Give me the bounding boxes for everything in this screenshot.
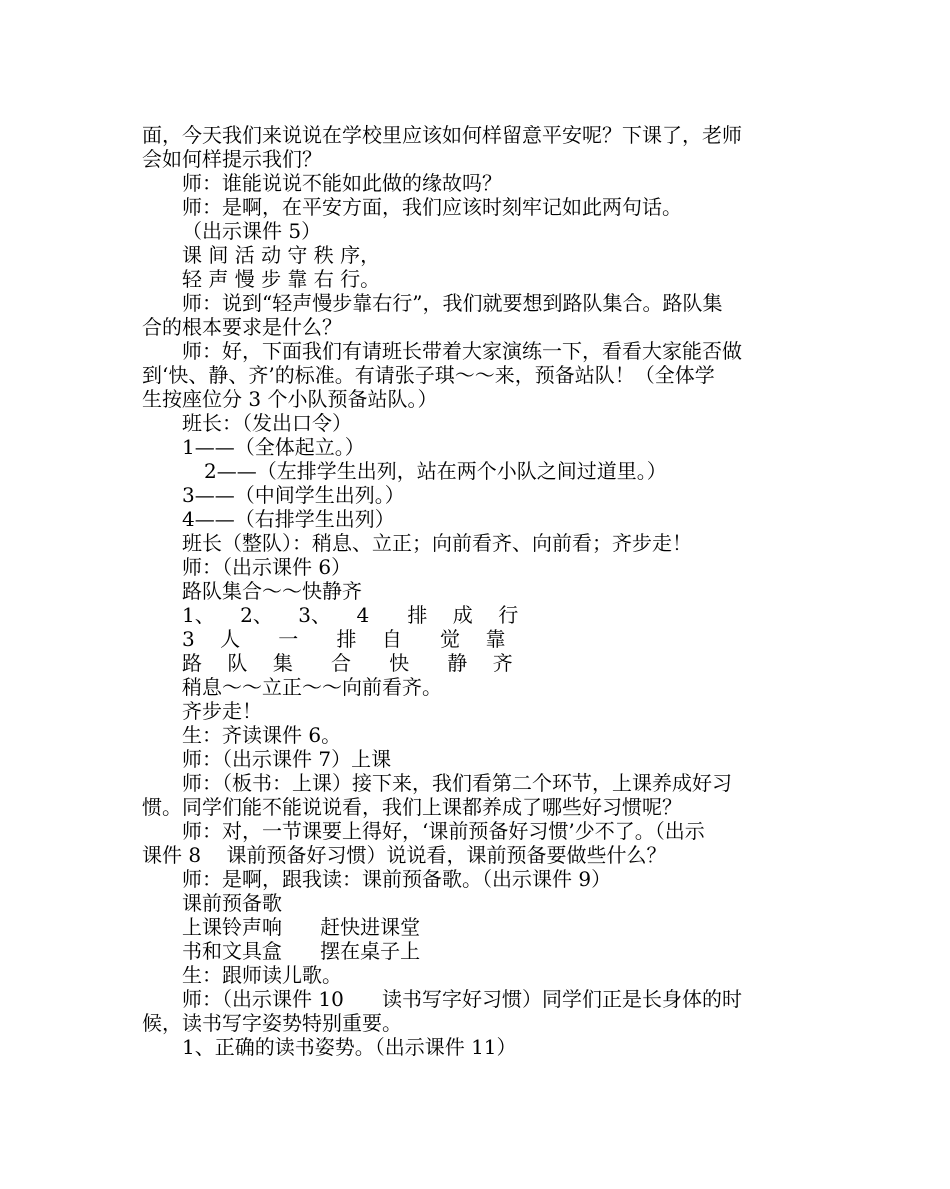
text-line: 1——（全体起立。） <box>182 435 365 459</box>
text-line: 4——（右排学生出列） <box>182 507 395 531</box>
text-line: 师：说到“轻声慢步靠右行”，我们就要想到路队集合。路队集 <box>182 291 723 315</box>
text-line: 1、正确的读书姿势。（出示课件 11） <box>182 1035 517 1059</box>
text-line: 师：（出示课件 6） <box>182 555 352 579</box>
text-line: 课 间 活 动 守 秩 序， <box>182 243 381 267</box>
text-line: 路 队 集 合 快 静 齐 <box>182 651 513 675</box>
text-line: 稍息～～立正～～向前看齐。 <box>182 675 442 699</box>
text-line: 惯。同学们能不能说说看，我们上课都养成了哪些好习惯呢？ <box>142 795 682 819</box>
text-line: 课件 8 课前预备好习惯）说说看，课前预备要做些什么？ <box>142 843 667 867</box>
text-line: 师：是啊，跟我读：课前预备歌。（出示课件 9） <box>182 867 612 891</box>
text-line: 候，读书写字姿势特别重要。 <box>142 1011 402 1035</box>
text-line: 师：是啊，在平安方面，我们应该时刻牢记如此两句话。 <box>182 195 682 219</box>
text-line: 到‘快、静、齐’的标准。有请张子琪～～来，预备站队！（全体学 <box>142 363 715 387</box>
text-line: （出示课件 5） <box>182 219 322 243</box>
text-line: 面，今天我们来说说在学校里应该如何样留意平安呢？下课了，老师 <box>142 123 742 147</box>
text-line: 路队集合～～快静齐 <box>182 579 362 603</box>
text-line: 1、 2、 3、 4 排 成 行 <box>182 603 519 627</box>
text-line: 会如何样提示我们？ <box>142 147 322 171</box>
text-line: 3——（中间学生出列。） <box>182 483 405 507</box>
text-line: 生按座位分 3 个小队预备站队。） <box>142 387 438 411</box>
text-line: 师：好，下面我们有请班长带着大家演练一下，看看大家能否做 <box>182 339 742 363</box>
text-line: 合的根本要求是什么？ <box>142 315 342 339</box>
text-line: 班长（整队）：稍息、立正；向前看齐、向前看；齐步走！ <box>182 531 692 555</box>
text-line: 师：（出示课件 10 读书写字好习惯）同学们正是长身体的时 <box>182 987 742 1011</box>
text-line: 师：（出示课件 7）上课 <box>182 747 392 771</box>
text-line: 班长：（发出口令） <box>182 411 352 435</box>
text-line: 生：跟师读儿歌。 <box>182 963 342 987</box>
text-line: 齐步走！ <box>182 699 262 723</box>
text-line: 轻 声 慢 步 靠 右 行。 <box>182 267 381 291</box>
text-line: 3 人 一 排 自 觉 靠 <box>182 627 506 651</box>
text-line: 师：谁能说说不能如此做的缘故吗？ <box>182 171 502 195</box>
text-line: 书和文具盒 摆在桌子上 <box>182 939 421 963</box>
text-line: 师：对，一节课要上得好，‘课前预备好习惯’少不了。（出示 <box>182 819 705 843</box>
text-line: 上课铃声响 赶快进课堂 <box>182 915 421 939</box>
text-line: 生：齐读课件 6。 <box>182 723 342 747</box>
text-line: 课前预备歌 <box>182 891 282 915</box>
text-line: 2——（左排学生出列，站在两个小队之间过道里。） <box>204 459 667 483</box>
text-line: 师：（板书：上课）接下来，我们看第二个环节，上课养成好习 <box>182 771 732 795</box>
